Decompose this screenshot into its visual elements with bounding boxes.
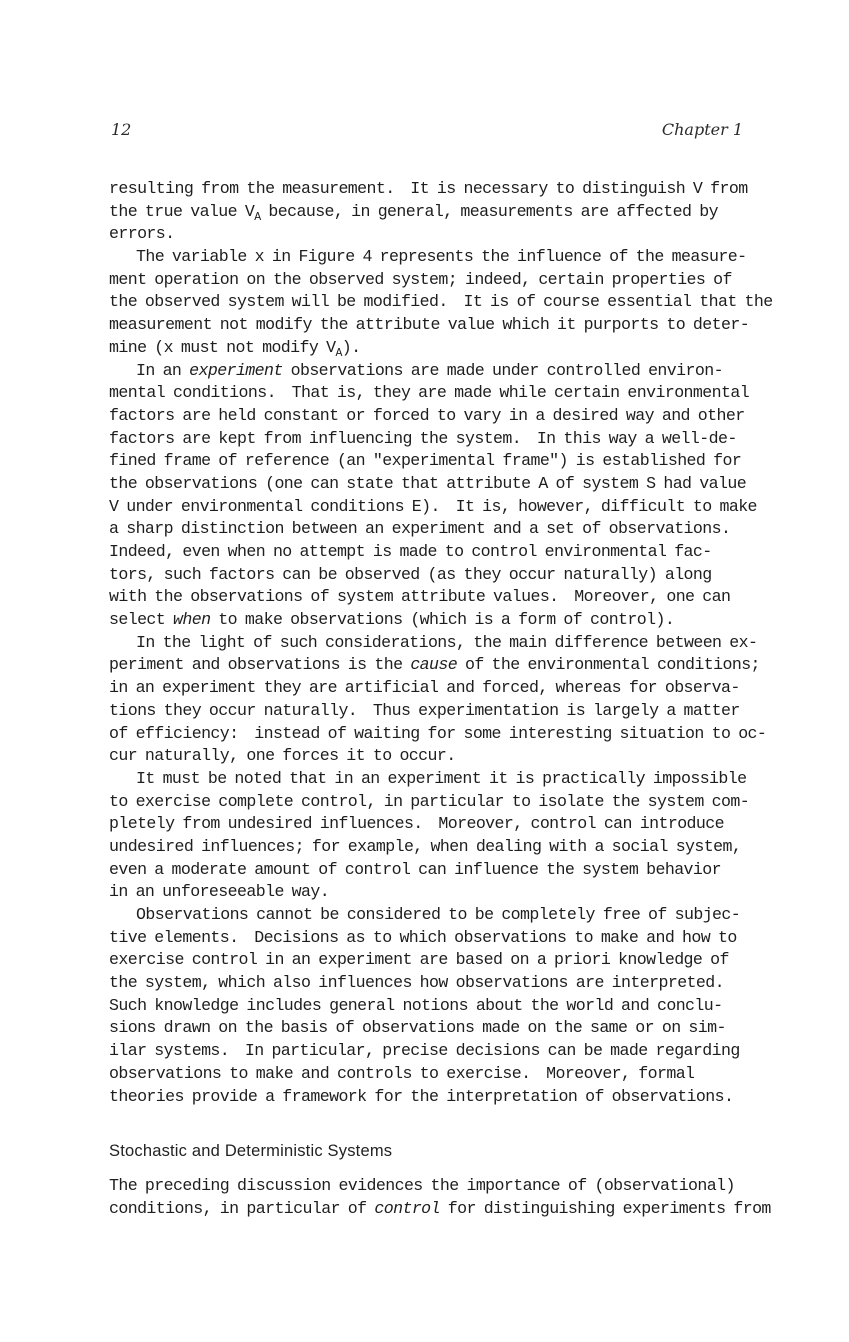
text-line: to exercise complete control, in particular to isolate the system com- — [109, 791, 750, 811]
text-line: factors are kept from influencing the system. In this way a well-de- — [109, 428, 737, 448]
text-line: select when to make observations (which is a form of control). — [109, 610, 675, 630]
text-line: mental conditions. That is, they are made while certain environmental — [109, 383, 750, 403]
text-line: mine (x must not modify $V_A$). — [109, 337, 361, 360]
section-text — [109, 1175, 769, 1220]
text-line: sions drawn on the basis of observations made on the same or on sim- — [109, 1018, 726, 1038]
text-line: a sharp distinction between an experiment and a set of observations. — [109, 519, 731, 539]
emphasis: cause — [410, 655, 458, 675]
text-line: theories provide a framework for the interpretation of observations. — [109, 1086, 734, 1106]
text-line: resulting from the measurement. It is necessary to distinguish V from — [109, 179, 748, 198]
text-line: V under environmental conditions E). It is, however, difficult to make — [109, 496, 757, 516]
subscript: A — [335, 346, 342, 360]
text-line: Indeed, even when no attempt is made to control environmental fac- — [109, 542, 712, 561]
page-number: 12 — [111, 120, 132, 139]
text-line: the true value $V_A$ because, in general, measurements are affected by — [109, 201, 718, 224]
text-line: ment operation on the observed system; indeed, certain properties of — [109, 269, 732, 289]
text-line: tors, such factors can be observed (as they occur naturally) along — [109, 564, 712, 584]
text-line: In the light of such considerations, the main difference between ex- — [136, 632, 758, 652]
text-line: It must be noted that in an experiment it is practically impossible — [136, 768, 747, 788]
text-line: exercise control in an experiment are based on a priori knowledge of — [109, 950, 729, 970]
text-line: Observations cannot be considered to be completely free of subjec- — [136, 905, 741, 924]
text-line: of efficiency: instead of waiting for some interesting situation to oc- — [109, 723, 767, 743]
text-line: errors. — [109, 224, 175, 244]
text-line: even a moderate amount of control can influence the system behavior — [109, 859, 721, 879]
text-line: observations to make and controls to exercise. Moreover, formal — [109, 1063, 695, 1083]
body-text — [109, 178, 773, 1108]
text-line: tive elements. Decisions as to which observations to make and how to — [109, 927, 737, 947]
text-line: measurement not modify the attribute value which it purports to deter- — [109, 315, 750, 335]
text-line: in an unforeseeable way. — [109, 882, 330, 902]
text-line: with the observations of system attribute values. Moreover, one can — [109, 587, 731, 607]
subscript: A — [254, 210, 261, 224]
emphasis: experiment — [189, 360, 283, 380]
text-line: ilar systems. In particular, precise decisions can be made regarding — [109, 1041, 740, 1061]
section-heading: Stochastic and Deterministic Systems — [109, 1142, 393, 1160]
text-line: In an experiment observations are made under controlled environ- — [136, 360, 723, 380]
text-line: undesired influences; for example, when dealing with a social system, — [109, 836, 742, 856]
text-line: The variable x in Figure 4 represents the influence of the measure- — [136, 247, 747, 267]
text-line: the system, which also influences how observations are interpreted. — [109, 973, 724, 993]
emphasis: when — [173, 610, 211, 630]
text-line: periment and observations is the cause of the environmental conditions; — [109, 655, 760, 675]
text-line: fined frame of reference (an "experimental frame") is established for — [109, 451, 742, 471]
text-line: the observed system will be modified. It is of course essential that the — [109, 292, 773, 312]
chapter-label: Chapter 1 — [661, 120, 743, 139]
text-line: cur naturally, one forces it to occur. — [109, 746, 456, 766]
text-line: pletely from undesired influences. Moreover, control can introduce — [109, 814, 724, 834]
text-line: factors are held constant or forced to vary in a desired way and other — [109, 405, 745, 425]
text-line: the observations (one can state that attribute A of system S had value — [109, 473, 747, 493]
text-line: Such knowledge includes general notions about the world and conclu- — [109, 995, 723, 1015]
text-line: tions they occur naturally. Thus experimentation is largely a matter — [109, 700, 740, 720]
emphasis: control — [374, 1198, 440, 1218]
text-line: conditions, in particular of control for distinguishing experiments from — [109, 1198, 771, 1218]
text-line: The preceding discussion evidences the importance of (observational) — [109, 1176, 735, 1195]
text-line: in an experiment they are artificial and forced, whereas for observa- — [109, 678, 740, 698]
